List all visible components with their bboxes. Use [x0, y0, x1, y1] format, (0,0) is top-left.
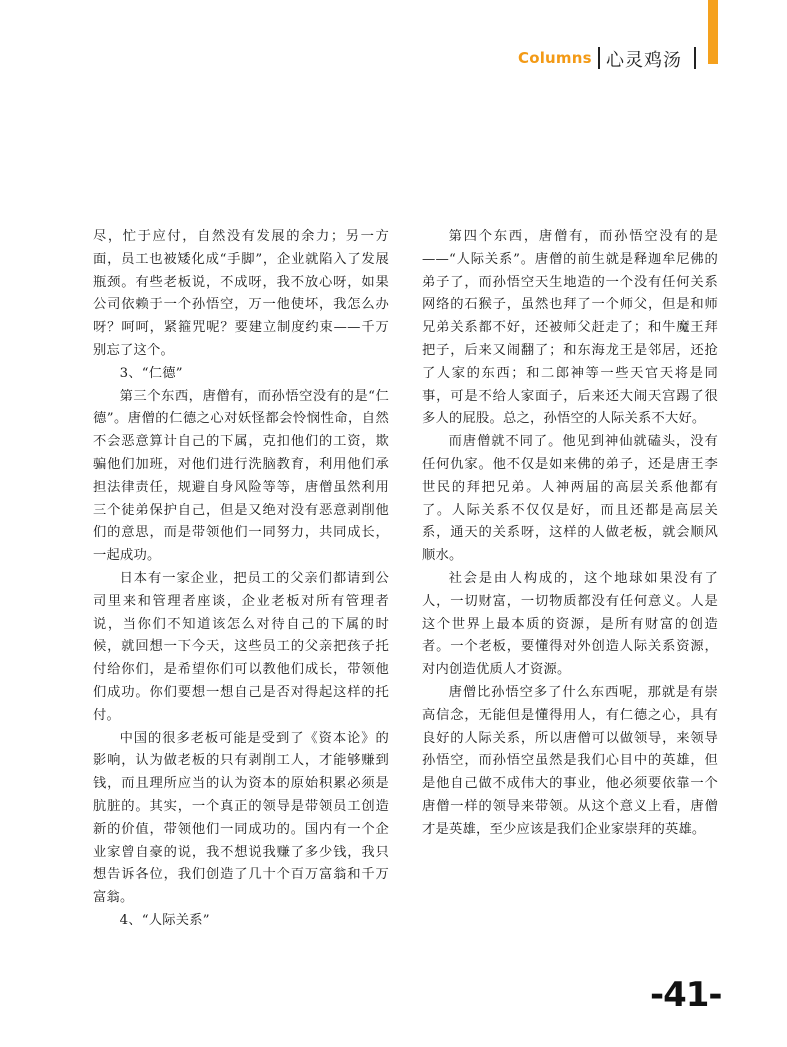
section-title: 心灵鸡汤	[606, 50, 682, 71]
paragraph: 第四个东西，唐僧有，而孙悟空没有的是——“人际关系”。唐僧的前生就是释迦牟尼佛的弟子了，而孙悟空天生地造的一个没有任何关系网络的石猴子，虽然也拜了一个师父，但是和师兄弟关系都不好，还被师父赶走了；和牛魔王拜把子，后来又闹翻了；和东海龙王是邻居，还抢了人家的东西；和二郎神等一些天官天将是同事，可是不给人家面子，后来还大闹天宫踢了很多人的屁股。总之，孙悟空的人际关系不大好。	[422, 229, 718, 427]
paragraph: 社会是由人构成的，这个地球如果没有了人，一切财富，一切物质都没有任何意义。人是这个世界上最本质的资源，是所有财富的创造者。一个老板，要懂得对外创造人际关系资源，对内创造优质人才资源。	[422, 570, 718, 678]
paragraph: 尽，忙于应付，自然没有发展的余力；另一方面，员工也被矮化成“手脚”，企业就陷入了发展瓶颈。有些老板说，不成呀，我不放心呀，如果公司依赖于一个孙悟空，万一他使坏，我怎么办呀？呵呵，紧箍咒呢？要建立制度约束——千万别忘了这个。	[93, 229, 389, 358]
paragraph: 中国的很多老板可能是受到了《资本论》的影响，认为做老板的只有剥削工人，才能够赚到钱，而且理所应当的认为资本的原始积累必须是肮脏的。其实，一个真正的领导是带领员工创造新的价值，带领他们一同成功的。国内有一个企业家曾自豪的说，我不想说我赚了多少钱，我只想告诉各位，我们创造了几十个百万富翁和千万富翁。	[93, 730, 389, 906]
header-separator	[694, 47, 696, 69]
paragraph: 唐僧比孙悟空多了什么东西呢，那就是有崇高信念，无能但是懂得用人，有仁德之心，具有良好的人际关系，所以唐僧可以做领导，来领导孙悟空，而孙悟空虽然是我们心目中的英雄，但是他自己做不成伟大的事业，他必须要依靠一个唐僧一样的领导来带领。从这个意义上看，唐僧才是英雄，至少应该是我们企业家崇拜的英雄。	[422, 684, 718, 837]
right-text-column	[422, 226, 718, 842]
page-header	[0, 44, 787, 74]
subheading-relationships: 4、“人际关系”	[119, 912, 210, 928]
columns-label: Columns	[518, 49, 592, 67]
header-separator	[598, 47, 600, 69]
paragraph: 第三个东西，唐僧有，而孙悟空没有的是“仁德”。唐僧的仁德之心对妖怪都会怜悯性命，自然不会恶意算计自己的下属，克扣他们的工资，欺骗他们加班，对他们进行洗脑教育，利用他们承担法律责任，规避自身风险等等，唐僧虽然利用三个徒弟保护自己，但是又绝对没有恶意剥削他们的意思，而是带领他们一同努力，共同成长，一起成功。	[93, 388, 389, 564]
subheading-benevolence: 3、“仁德”	[119, 365, 183, 381]
left-text-column	[93, 226, 389, 933]
paragraph: 而唐僧就不同了。他见到神仙就磕头，没有任何仇家。他不仅是如来佛的弟子，还是唐王李世民的拜把兄弟。人神两届的高层关系他都有了。人际关系不仅仅是好，而且还都是高层关系，通天的关系呀，这样的人做老板，就会顺风顺水。	[422, 434, 718, 564]
page-number: -41-	[650, 975, 722, 1015]
paragraph: 日本有一家企业，把员工的父亲们都请到公司里来和管理者座谈，企业老板对所有管理者说，当你们不知道该怎么对待自己的下属的时候，就回想一下今天，这些员工的父亲把孩子托付给你们，是希望你们可以教他们成长，带领他们成功。你们要想一想自己是否对得起这样的托付。	[93, 570, 389, 723]
